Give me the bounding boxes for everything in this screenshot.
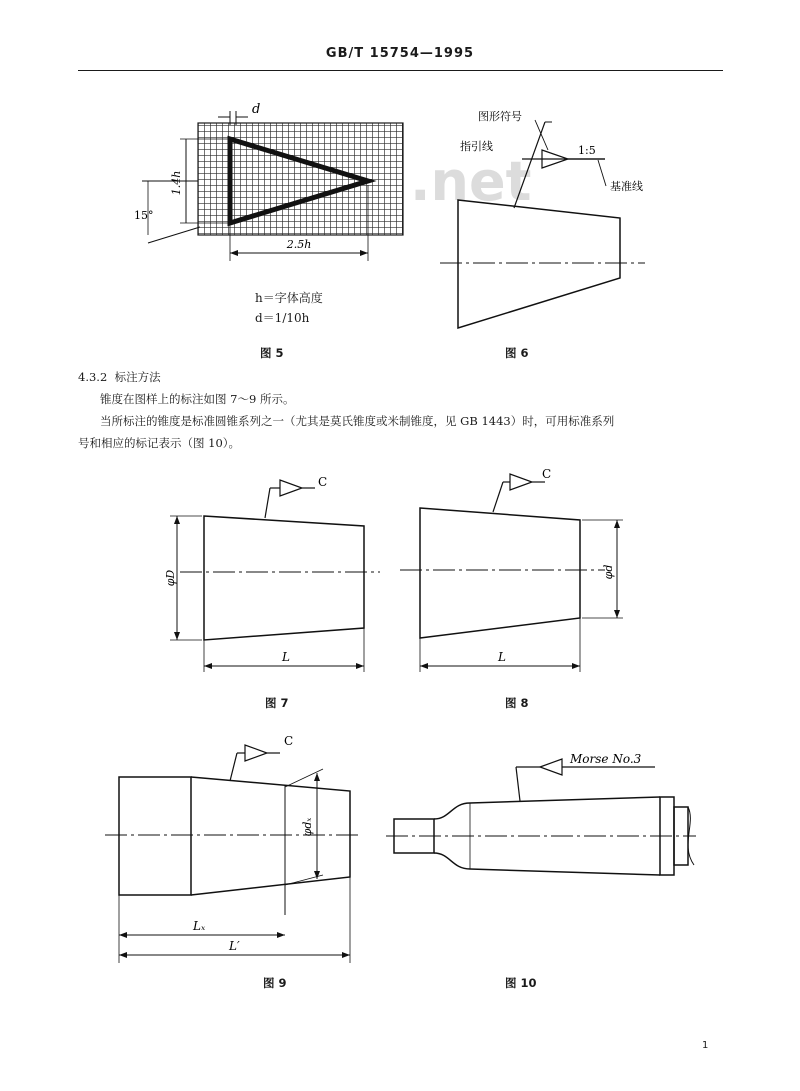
figure-10-caption: 图 10 [505, 976, 537, 990]
label-c: C [318, 475, 328, 489]
label-l-prime: L′ [229, 939, 240, 953]
label-ratio: 1:5 [578, 144, 596, 157]
fig5-note-h: h＝字体高度 [255, 291, 323, 305]
cylinder-outline [119, 777, 191, 895]
label-morse: Morse No.3 [570, 752, 642, 766]
figure-10-drawing [380, 745, 700, 895]
cone-outline [420, 508, 580, 638]
label-diameter: φdₓ [301, 817, 314, 837]
dim-d: d [252, 102, 261, 117]
watermark: .net [410, 150, 532, 213]
label-length: L [282, 650, 290, 664]
document-header: GB/T 15754—1995 [325, 46, 475, 61]
figure-7-drawing [150, 460, 390, 680]
label-c: C [284, 734, 294, 748]
cone-outline [191, 777, 350, 895]
label-lx: Lₓ [193, 919, 206, 933]
figure-7-caption: 图 7 [265, 696, 289, 710]
figure-5-caption: 图 5 [260, 346, 284, 360]
section-heading [78, 367, 161, 387]
page-number: 1 [702, 1040, 709, 1051]
label-diameter: φD [164, 569, 177, 587]
paragraph-1: 锥度在图样上的标注如图 7～9 所示。 [100, 392, 295, 406]
label-length: L [498, 650, 506, 664]
dim-angle: 15° [134, 209, 154, 222]
label-symbol: 图形符号 [478, 110, 522, 123]
section-number: 4.3.2 [78, 370, 108, 384]
fig5-note-d: d＝1/10h [255, 311, 310, 325]
section-title: 标注方法 [114, 370, 161, 384]
figure-8-caption: 图 8 [505, 696, 529, 710]
dim-width: 2.5h [286, 238, 312, 251]
figure-6-drawing [430, 100, 670, 340]
figure-9-caption: 图 9 [263, 976, 287, 990]
cone-outline [204, 516, 364, 640]
dim-height: 1.4h [170, 170, 183, 196]
label-leader: 指引线 [460, 140, 493, 153]
figure-6-caption: 图 6 [505, 346, 529, 360]
label-base: 基准线 [610, 180, 643, 193]
paragraph-2-line-2: 号和相应的标记表示（图 10）。 [78, 436, 241, 450]
figure-9-drawing [95, 725, 375, 970]
label-diameter: φd [602, 564, 615, 580]
header-rule [78, 70, 723, 71]
paragraph-2-line-1: 当所标注的锥度是标准圆锥系列之一（尤其是莫氏锥度或米制锥度，见 GB 1443）时，可用标准系列 [100, 414, 615, 428]
figure-8-drawing [395, 460, 645, 680]
cone-outline [458, 200, 620, 328]
label-c: C [542, 467, 552, 481]
